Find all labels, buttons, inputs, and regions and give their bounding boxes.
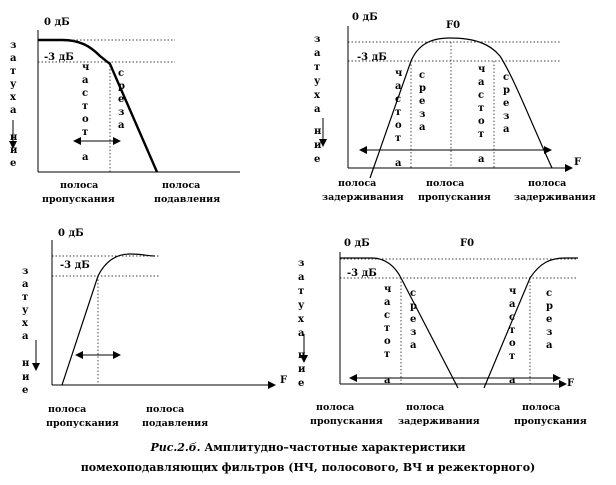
cutoff-letter: с xyxy=(419,70,426,81)
band-stop-label-2: подавления xyxy=(154,194,221,205)
minus3-db-label: -3 дБ xyxy=(357,52,387,63)
cutoff-letter: р xyxy=(410,301,417,312)
cutoff-letter: ч xyxy=(395,68,403,79)
cutoff-letter: а xyxy=(395,81,402,92)
f0-label: F0 xyxy=(446,20,461,31)
attenuation-letter: т xyxy=(10,66,17,77)
panel-high-pass xyxy=(22,228,287,429)
cutoff-letter: ч xyxy=(509,286,517,297)
attenuation-letter: а xyxy=(314,48,321,59)
attenuation-letter: з xyxy=(314,34,321,45)
cutoff-letter: а xyxy=(419,122,426,133)
cutoff-letter: т xyxy=(82,127,89,138)
cutoff-letter: с xyxy=(546,288,553,299)
attenuation-letter: а xyxy=(314,104,321,115)
attenuation-letter: х xyxy=(314,90,320,101)
cutoff-letter: з xyxy=(503,111,510,122)
minus3-db-label: -3 дБ xyxy=(60,260,90,271)
f-axis-label: F xyxy=(567,378,575,389)
panel-band-stop xyxy=(298,238,587,427)
band-pass-label-2: пропускания xyxy=(514,416,587,427)
cutoff-letter: а xyxy=(546,340,553,351)
attenuation-letter: у xyxy=(10,79,17,90)
cutoff-frequency-label-left xyxy=(395,68,426,169)
minus3-db-label: -3 дБ xyxy=(44,52,74,63)
cutoff-letter: р xyxy=(503,85,510,96)
cutoff-letter: а xyxy=(82,152,89,163)
band-pass-label-1: полоса xyxy=(48,404,87,415)
cutoff-letter: е xyxy=(546,314,553,325)
cutoff-letter: з xyxy=(118,107,125,118)
attenuation-letter: а xyxy=(298,272,305,283)
attenuation-letter: т xyxy=(22,292,29,303)
attenuation-vertical-label xyxy=(22,266,30,396)
cutoff-letter: т xyxy=(395,133,402,144)
attenuation-letter: а xyxy=(10,53,17,64)
attenuation-letter: н xyxy=(22,358,30,369)
attenuation-letter: и xyxy=(10,145,18,156)
band-stop-delay-label-2: задерживания xyxy=(322,192,404,203)
attenuation-letter: е xyxy=(22,385,29,396)
attenuation-letter: н xyxy=(314,126,322,137)
cutoff-letter: с xyxy=(395,94,402,105)
cutoff-letter: с xyxy=(118,68,125,79)
attenuation-letter: н xyxy=(10,132,18,143)
cutoff-letter: с xyxy=(82,88,89,99)
cutoff-letter: з xyxy=(546,327,553,338)
attenuation-letter: х xyxy=(10,92,16,103)
attenuation-vertical-label xyxy=(314,34,322,165)
band-pass-label-1: полоса xyxy=(60,180,99,191)
cutoff-letter: о xyxy=(82,114,89,125)
cutoff-letter: а xyxy=(478,77,485,88)
attenuation-letter: и xyxy=(22,372,30,383)
zero-db-label: 0 дБ xyxy=(44,17,70,28)
cutoff-letter: з xyxy=(410,327,417,338)
cutoff-letter: а xyxy=(82,75,89,86)
band-stop-label-1: полоса xyxy=(146,404,185,415)
cutoff-letter: с xyxy=(503,72,510,83)
band-pass-label-1: полоса xyxy=(316,402,355,413)
attenuation-letter: у xyxy=(298,300,305,311)
cutoff-letter: о xyxy=(384,336,391,347)
cutoff-letter: е xyxy=(410,314,417,325)
caption-rest: Амплитудно–частотные характеристики xyxy=(200,441,466,454)
cutoff-letter: с xyxy=(478,90,485,101)
cutoff-letter: р xyxy=(546,301,553,312)
cutoff-letter: т xyxy=(478,129,485,140)
attenuation-letter: а xyxy=(22,331,29,342)
panel-band-pass xyxy=(314,12,596,203)
zero-db-label: 0 дБ xyxy=(344,238,370,249)
attenuation-letter: н xyxy=(298,350,306,361)
band-stop-label-2: подавления xyxy=(142,418,209,429)
cutoff-letter: т xyxy=(509,351,516,362)
attenuation-letter: т xyxy=(314,62,321,73)
cutoff-frequency-label-right xyxy=(509,286,553,386)
cutoff-letter: о xyxy=(395,120,402,131)
cutoff-letter: о xyxy=(509,338,516,349)
cutoff-letter: т xyxy=(384,349,391,360)
cutoff-letter: ч xyxy=(82,62,90,73)
attenuation-letter: х xyxy=(22,318,28,329)
cutoff-letter: т xyxy=(395,107,402,118)
cutoff-letter: т xyxy=(478,103,485,114)
cutoff-letter: т xyxy=(384,323,391,334)
cutoff-letter: с xyxy=(509,312,516,323)
cutoff-letter: р xyxy=(419,83,426,94)
cutoff-letter: а xyxy=(509,299,516,310)
cutoff-letter: т xyxy=(509,325,516,336)
band-pass-label-2: пропускания xyxy=(310,416,383,427)
attenuation-letter: з xyxy=(22,266,29,277)
cutoff-letter: с xyxy=(384,310,391,321)
band-stop-delay-label-2: задерживания xyxy=(514,192,596,203)
band-stop-delay-label-2: задерживания xyxy=(398,416,480,427)
attenuation-letter: у xyxy=(22,305,29,316)
cutoff-letter: а xyxy=(384,297,391,308)
f0-label: F0 xyxy=(460,238,475,249)
attenuation-letter: е xyxy=(298,378,305,389)
cutoff-letter: е xyxy=(419,96,426,107)
cutoff-letter: а xyxy=(503,124,510,135)
f-axis-label: F xyxy=(574,157,582,168)
band-pass-label-2: пропускания xyxy=(46,418,119,429)
attenuation-letter: а xyxy=(10,105,17,116)
attenuation-letter: и xyxy=(314,140,322,151)
cutoff-letter: ч xyxy=(478,64,486,75)
band-pass-label-2: пропускания xyxy=(418,192,491,203)
cutoff-letter: а xyxy=(478,154,485,165)
figure-caption-line1 xyxy=(149,441,465,454)
cutoff-letter: с xyxy=(410,288,417,299)
cutoff-letter: а xyxy=(384,375,391,386)
zero-db-label: 0 дБ xyxy=(352,12,378,23)
attenuation-letter: е xyxy=(314,154,321,165)
attenuation-letter: т xyxy=(298,286,305,297)
band-pass-label-1: полоса xyxy=(522,402,561,413)
cutoff-letter: е xyxy=(503,98,510,109)
zero-db-label: 0 дБ xyxy=(58,228,84,239)
cutoff-letter: о xyxy=(478,116,485,127)
attenuation-letter: з xyxy=(10,40,17,51)
cutoff-letter: а xyxy=(395,158,402,169)
attenuation-letter: х xyxy=(298,314,304,325)
cutoff-letter: р xyxy=(118,81,125,92)
attenuation-letter: е xyxy=(10,158,17,169)
cutoff-letter: а xyxy=(118,120,125,131)
caption-italic: Рис.2.б. xyxy=(150,441,201,454)
cutoff-letter: е xyxy=(118,94,125,105)
attenuation-vertical-label xyxy=(298,258,306,389)
minus3-db-label: -3 дБ xyxy=(347,268,377,279)
band-stop-delay-label-1: полоса xyxy=(406,402,445,413)
attenuation-letter: и xyxy=(298,364,306,375)
band-stop-delay-label-1: полоса xyxy=(338,178,377,189)
attenuation-letter: з xyxy=(298,258,305,269)
cutoff-letter: а xyxy=(509,375,516,386)
attenuation-letter: а xyxy=(22,279,29,290)
attenuation-letter: а xyxy=(298,328,305,339)
attenuation-vertical-label xyxy=(10,40,18,169)
cutoff-letter: т xyxy=(82,101,89,112)
f-axis-label: F xyxy=(280,375,288,386)
cutoff-frequency-label xyxy=(82,62,125,163)
response-curve xyxy=(62,254,155,385)
attenuation-letter: у xyxy=(314,76,321,87)
cutoff-letter: а xyxy=(410,340,417,351)
band-pass-label-1: полоса xyxy=(426,178,465,189)
figure-caption-line2: помехоподавляющих фильтров (НЧ, полосового, ВЧ и режекторного) xyxy=(80,461,536,474)
panel-low-pass xyxy=(10,17,240,205)
band-pass-label-2: пропускания xyxy=(42,194,115,205)
band-stop-label-1: полоса xyxy=(162,180,201,191)
cutoff-letter: ч xyxy=(384,284,392,295)
cutoff-letter: з xyxy=(419,109,426,120)
band-stop-delay-label-1: полоса xyxy=(528,178,567,189)
